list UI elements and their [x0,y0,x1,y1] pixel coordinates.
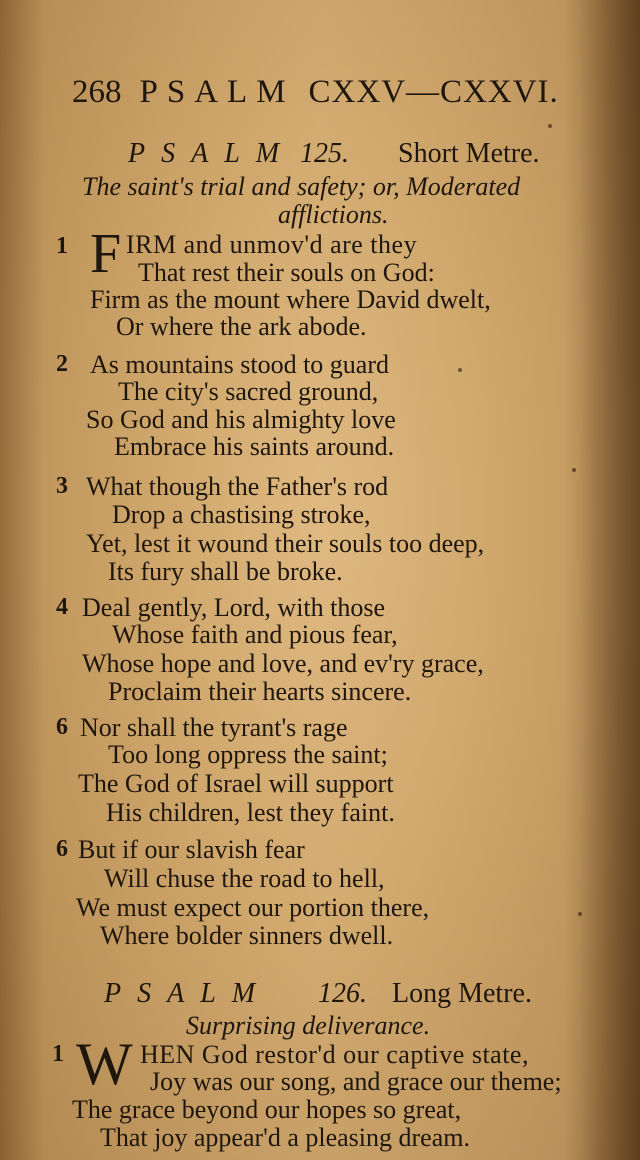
verse-line: Embrace his saints around. [114,432,395,461]
verse-line: Where bolder sinners dwell. [100,921,394,950]
psalm-125-stanza-3 [56,472,616,592]
verse-line: Proclaim their hearts sincere. [108,677,412,706]
stanza-number: 1 [52,1041,64,1067]
psalm-125-number: 125. [300,138,349,169]
verse-line: Drop a chastising stroke, [112,500,371,529]
verse-line: So God and his almighty love [86,405,396,434]
verse-line: That rest their souls on God: [138,258,435,287]
psalm-125-stanza-1 [56,223,616,350]
page-number: 268 [72,74,122,110]
verse-line: Whose hope and love, and ev'ry grace, [82,649,484,678]
drop-cap: F [90,223,122,285]
psalm-125-stanza-2 [56,350,616,470]
verse-line: But if our slavish fear [78,835,305,864]
psalm-125-metre: Short Metre. [398,138,540,169]
psalm-126-stanza-1 [48,1031,608,1158]
psalm-125-heading [0,136,640,172]
ink-speck [458,368,462,372]
verse-line: Its fury shall be broke. [108,557,343,586]
running-head [72,72,572,112]
psalm-125-stanza-6 [56,835,616,955]
verse-line: As mountains stood to guard [90,350,389,379]
verse-line: That joy appear'd a pleasing dream. [100,1123,470,1152]
stanza-number: 2 [56,351,68,377]
stanza-number: 1 [56,233,68,259]
verse-line: Whose faith and pious fear, [112,620,398,649]
psalm-125-label: PSALM [128,138,296,169]
ink-speck [578,912,582,916]
ink-speck [572,468,576,472]
verse-line: IRM and unmov'd are they [126,230,418,259]
running-head-word: PSALM [139,74,295,110]
verse-line: The city's sacred ground, [118,377,379,406]
verse-line: Joy was our song, and grace our theme; [150,1067,562,1096]
stanza-number: 6 [56,714,68,740]
running-head-range: CXXV—CXXVI. [308,74,559,110]
verse-line: Nor shall the tyrant's rage [80,713,348,742]
verse-line: Or where the ark abode. [116,312,367,341]
verse-line: Will chuse the road to hell, [104,864,385,893]
ink-speck [548,124,552,128]
psalm-125-subtitle-line2: afflictions. [278,200,389,229]
psalm-126-metre: Long Metre. [392,978,532,1009]
psalm-126-label: PSALM [104,978,272,1009]
verse-line: Deal gently, Lord, with those [82,593,386,622]
verse-line: Yet, lest it wound their souls too deep, [86,529,485,558]
psalm-125-subtitle-line1: The saint's trial and safety; or, Moderated [82,172,521,201]
verse-line: The grace beyond our hopes so great, [72,1095,462,1124]
stanza-number: 4 [56,594,68,620]
verse-line: What though the Father's rod [86,472,389,501]
psalm-126-subtitle: Surprising deliverance. [186,1011,431,1040]
psalm-126-number: 126. [318,978,367,1009]
verse-line: His children, lest they faint. [106,798,395,827]
stanza-number: 6 [56,836,68,862]
verse-line: The God of Israel will support [78,769,394,798]
drop-cap: W [76,1031,133,1097]
verse-line: Too long oppress the saint; [108,740,388,769]
psalm-125-stanza-5 [56,713,616,833]
stanza-number: 3 [56,473,68,499]
verse-line: HEN God restor'd our captive state, [140,1040,529,1069]
psalm-126-heading [0,976,640,1012]
verse-line: Firm as the mount where David dwelt, [90,285,491,314]
verse-line: We must expect our portion there, [76,893,430,922]
psalm-125-stanza-4 [56,593,616,713]
